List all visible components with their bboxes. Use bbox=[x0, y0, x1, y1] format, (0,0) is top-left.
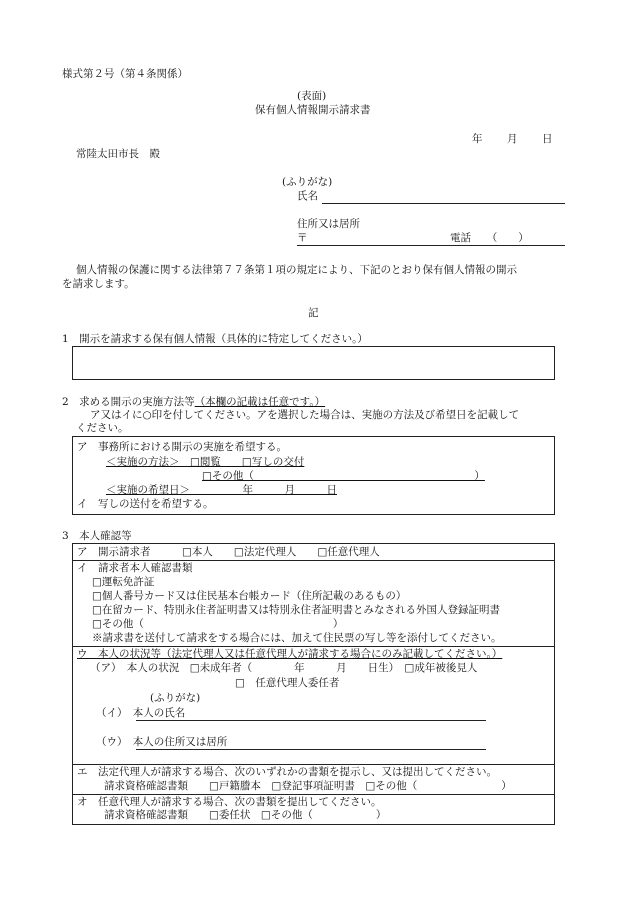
divider bbox=[72, 560, 554, 561]
addressee: 常陸太田市長 殿 bbox=[76, 148, 160, 160]
postal-mark: 〒 bbox=[297, 232, 308, 244]
principal-name-label: （イ） 本人の氏名 bbox=[96, 707, 186, 719]
requester-row[interactable]: ア 開示請求者 □本人 □法定代理人 □任意代理人 bbox=[77, 546, 380, 558]
date-year: 年 bbox=[472, 133, 483, 145]
principal-furigana: (ふりがな) bbox=[150, 692, 201, 704]
legal-agent-line-1: エ 法定代理人が請求する場合、次のいずれかの書類を提示し、又は提出してください。 bbox=[77, 766, 497, 778]
id-docs-head: イ 請求者本人確認書類 bbox=[77, 562, 193, 574]
method-line[interactable]: ＜実施の方法＞ □閲覧 □写しの交付 bbox=[106, 456, 305, 468]
intro-text: 個人情報の保護に関する法律第７７条第１項の規定により、下記のとおり保有個人情報の開示 bbox=[76, 264, 517, 276]
divider bbox=[72, 764, 554, 765]
id-doc-item[interactable]: □その他（ ） bbox=[92, 618, 344, 630]
principal-name-line[interactable] bbox=[136, 720, 486, 721]
name-field-line[interactable] bbox=[322, 203, 565, 204]
form-title: 保有個人情報開示請求書 bbox=[255, 104, 371, 116]
id-doc-item[interactable]: □個人番号カード又は住民基本台帳カード（住所記載のあるもの） bbox=[92, 590, 407, 602]
id-doc-item[interactable]: □運転免許証 bbox=[92, 576, 155, 588]
intro-text-2: を請求します。 bbox=[62, 278, 135, 290]
side-label: (表面) bbox=[297, 90, 327, 102]
section2-title-text: 2 求める開示の実施方法等 bbox=[62, 396, 195, 408]
ki-label: 記 bbox=[308, 307, 319, 319]
address-label: 住所又は居所 bbox=[297, 218, 360, 230]
id-docs-note: ※請求書を送付して請求をする場合には、加えて住民票の写し等を添付してください。 bbox=[92, 632, 502, 644]
principal-status-line-2[interactable]: □ 任意代理人委任者 bbox=[235, 677, 340, 689]
wish-date-line[interactable]: ＜実施の希望日＞ 年 月 日 bbox=[106, 484, 337, 496]
date-month: 月 bbox=[507, 133, 518, 145]
section2-note-2: ください。 bbox=[76, 422, 129, 434]
section1-input-box[interactable] bbox=[72, 346, 555, 380]
phone-label: 電話 （ ） bbox=[450, 232, 529, 244]
date-day: 日 bbox=[542, 133, 553, 145]
principal-status-line[interactable]: （ア） 本人の状況 □未成年者（ 年 月 日生） □成年被後見人 bbox=[90, 662, 478, 674]
principal-address-label: （ウ） 本人の住所又は居所 bbox=[96, 736, 228, 748]
principal-status-head: ウ 本人の状況等（法定代理人又は任意代理人が請求する場合にのみ記載してください。） bbox=[77, 648, 503, 660]
name-label: 氏名 bbox=[297, 190, 318, 202]
option-a-line[interactable]: ア 事務所における開示の実施を希望する。 bbox=[77, 441, 287, 453]
option-i-line[interactable]: イ 写しの送付を希望する。 bbox=[77, 498, 214, 510]
section2-title bbox=[62, 396, 325, 409]
section2-title-note: （本欄の記載は任意です。） bbox=[194, 396, 326, 408]
voluntary-agent-line-2[interactable]: 請求資格確認書類 □委任状 □その他（ ） bbox=[104, 809, 387, 821]
divider bbox=[72, 646, 554, 647]
principal-address-line[interactable] bbox=[136, 749, 486, 750]
form-number: 様式第２号（第４条関係） bbox=[62, 68, 188, 80]
divider bbox=[72, 794, 554, 795]
section3-title: 3 本人確認等 bbox=[62, 530, 132, 542]
address-field-line[interactable] bbox=[297, 245, 565, 246]
legal-agent-line-2[interactable]: 請求資格確認書類 □戸籍謄本 □登記事項証明書 □その他（ ） bbox=[104, 780, 512, 792]
voluntary-agent-line-1: オ 任意代理人が請求する場合、次の書類を提出してください。 bbox=[77, 796, 382, 808]
furigana-label: (ふりがな) bbox=[282, 176, 333, 188]
id-doc-item[interactable]: □在留カード、特別永住者証明書又は特別永住者証明書とみなされる外国人登録証明書 bbox=[92, 604, 500, 616]
section2-note-1: ア又はイに○印を付してください。アを選択した場合は、実施の方法及び希望日を記載して bbox=[90, 409, 520, 421]
section1-title: 1 開示を請求する保有個人情報（具体的に特定してください。） bbox=[62, 333, 368, 345]
method-other[interactable]: □その他（ ） bbox=[202, 470, 485, 482]
